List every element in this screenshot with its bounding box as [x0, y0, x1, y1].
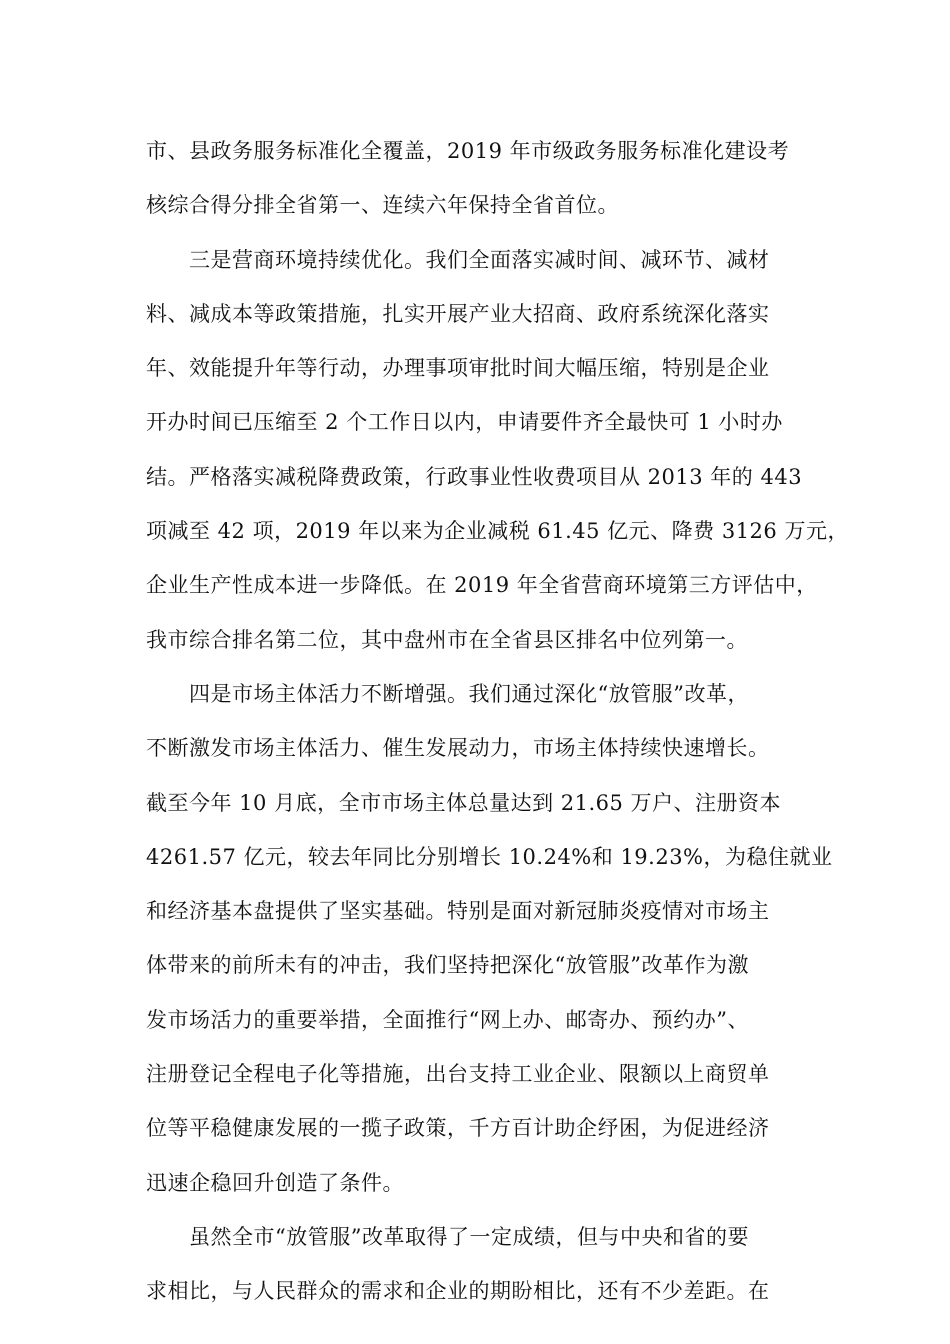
paragraph-start-line: 三是营商环境持续优化。我们全面落实减时间、减环节、减材 [189, 247, 770, 272]
text-line: 项减至 42 项，2019 年以来为企业减税 61.45 亿元、降费 3126 万元， [146, 519, 849, 544]
paragraph-start-line: 虽然全市“放管服”改革取得了一定成绩，但与中央和省的要 [189, 1224, 749, 1249]
paragraph-start-line: 四是市场主体活力不断增强。我们通过深化“放管服”改革， [189, 681, 749, 706]
text-line: 体带来的前所未有的冲击，我们坚持把深化“放管服”改革作为激 [146, 953, 749, 978]
text-line: 迅速企稳回升创造了条件。 [146, 1170, 404, 1195]
text-line: 结。严格落实减税降费政策，行政事业性收费项目从 2013 年的 443 [146, 464, 803, 489]
text-line: 位等平稳健康发展的一揽子政策，千方百计助企纾困，为促进经济 [146, 1116, 770, 1141]
text-line: 企业生产性成本进一步降低。在 2019 年全省营商环境第三方评估中， [146, 573, 818, 598]
text-line: 我市综合排名第二位，其中盘州市在全省县区排名中位列第一。 [146, 627, 748, 652]
text-line: 不断激发市场主体活力、催生发展动力，市场主体持续快速增长。 [146, 736, 770, 761]
text-line: 开办时间已压缩至 2 个工作日以内，申请要件齐全最快可 1 小时办 [146, 410, 783, 435]
text-line: 发市场活力的重要举措，全面推行“网上办、邮寄办、预约办”、 [146, 1007, 749, 1032]
text-line: 和经济基本盘提供了坚实基础。特别是面对新冠肺炎疫情对市场主 [146, 899, 770, 924]
text-line: 求相比，与人民群众的需求和企业的期盼相比，还有不少差距。在 [146, 1279, 770, 1304]
text-line: 核综合得分排全省第一、连续六年保持全省首位。 [146, 193, 619, 218]
text-line: 料、减成本等政策措施，扎实开展产业大招商、政府系统深化落实 [146, 301, 770, 326]
text-line: 截至今年 10 月底，全市市场主体总量达到 21.65 万户、注册资本 [146, 790, 782, 815]
text-line: 注册登记全程电子化等措施，出台支持工业企业、限额以上商贸单 [146, 1062, 770, 1087]
text-line: 年、效能提升年等行动，办理事项审批时间大幅压缩，特别是企业 [146, 356, 770, 381]
document-body [146, 124, 849, 1319]
text-line: 4261.57 亿元，较去年同比分别增长 10.24%和 19.23%，为稳住就业 [146, 844, 833, 869]
text-line: 市、县政务服务标准化全覆盖，2019 年市级政务服务标准化建设考 [146, 139, 790, 163]
